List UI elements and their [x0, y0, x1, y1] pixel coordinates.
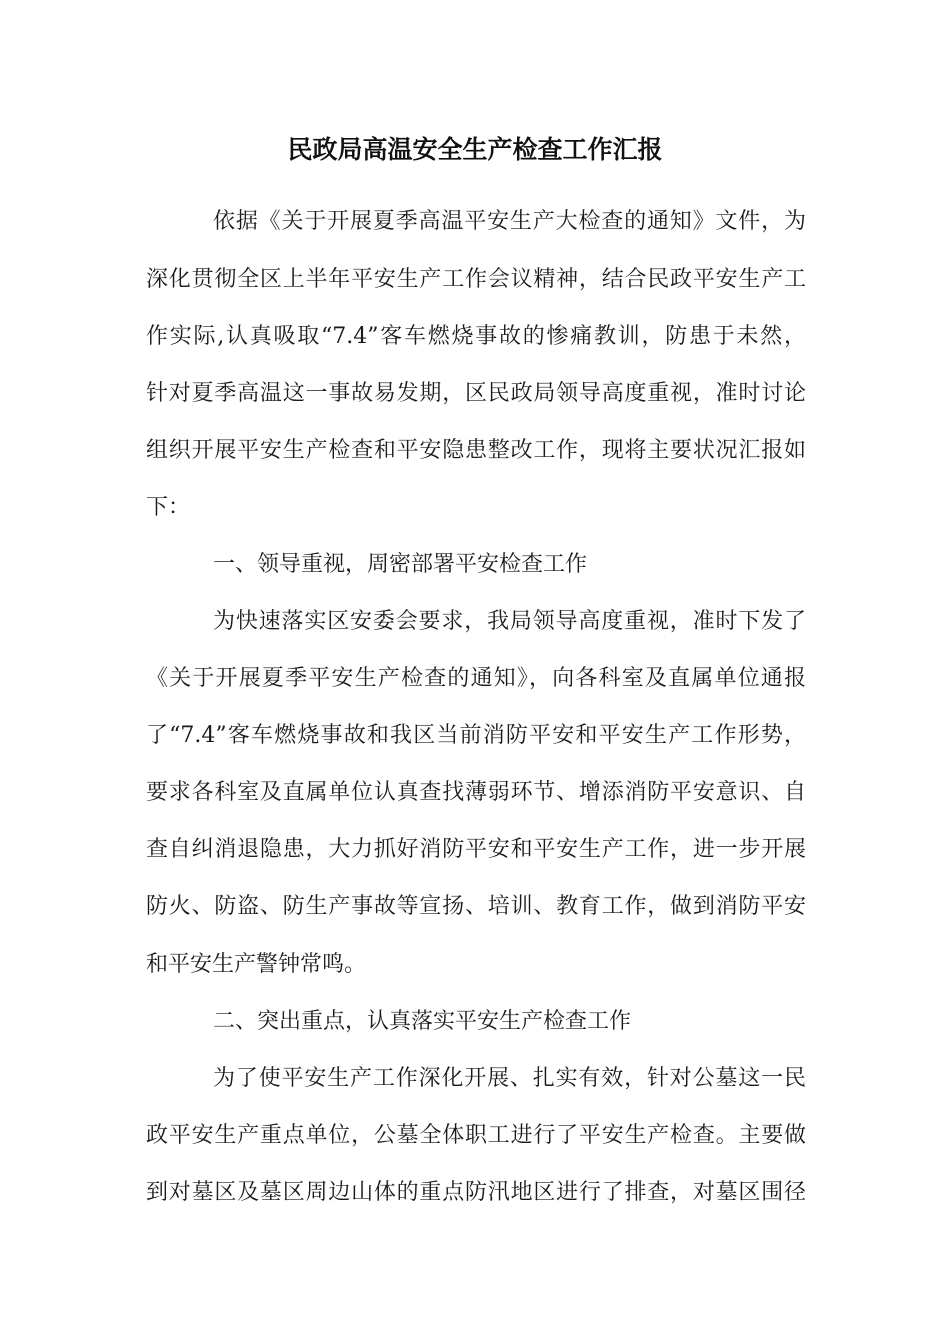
- body-line: 查自纠消退隐患，大力抓好消防平安和平安生产工作，进一步开展: [146, 837, 806, 862]
- body-line: 组织开展平安生产检查和平安隐患整改工作，现将主要状况汇报如: [146, 438, 806, 463]
- body-line: 下：: [146, 495, 191, 520]
- body-line: 和平安生产警钟常鸣。: [146, 952, 367, 977]
- body-line: 《关于开展夏季平安生产检查的通知》，向各科室及直属单位通报: [146, 666, 806, 691]
- document-title: 民政局高温安全生产检查工作汇报: [287, 135, 663, 164]
- body-line: 防火、防盗、防生产事故等宣扬、培训、教育工作，做到消防平安: [146, 894, 806, 919]
- body-line: 了“7.4”客车燃烧事故和我区当前消防平安和平安生产工作形势，: [146, 723, 806, 748]
- section-heading: 一、领导重视，周密部署平安检查工作: [213, 552, 588, 577]
- body-line: 政平安生产重点单位，公墓全体职工进行了平安生产检查。主要做: [146, 1123, 806, 1148]
- body-line: 深化贯彻全区上半年平安生产工作会议精神，结合民政平安生产工: [146, 267, 806, 292]
- body-line: 作实际,认真吸取“7.4”客车燃烧事故的惨痛教训，防患于未然，: [146, 324, 806, 349]
- body-line: 为了使平安生产工作深化开展、扎实有效，针对公墓这一民: [213, 1066, 806, 1091]
- body-line: 针对夏季高温这一事故易发期，区民政局领导高度重视，准时讨论: [146, 381, 806, 406]
- body-line: 要求各科室及直属单位认真查找薄弱环节、增添消防平安意识、自: [146, 780, 806, 805]
- body-line: 依据《关于开展夏季高温平安生产大检查的通知》文件，为: [213, 209, 806, 234]
- body-line: 到对墓区及墓区周边山体的重点防汛地区进行了排查，对墓区围径: [146, 1180, 806, 1205]
- body-line: 为快速落实区安委会要求，我局领导高度重视，准时下发了: [213, 609, 806, 634]
- section-heading: 二、突出重点，认真落实平安生产检查工作: [213, 1009, 632, 1034]
